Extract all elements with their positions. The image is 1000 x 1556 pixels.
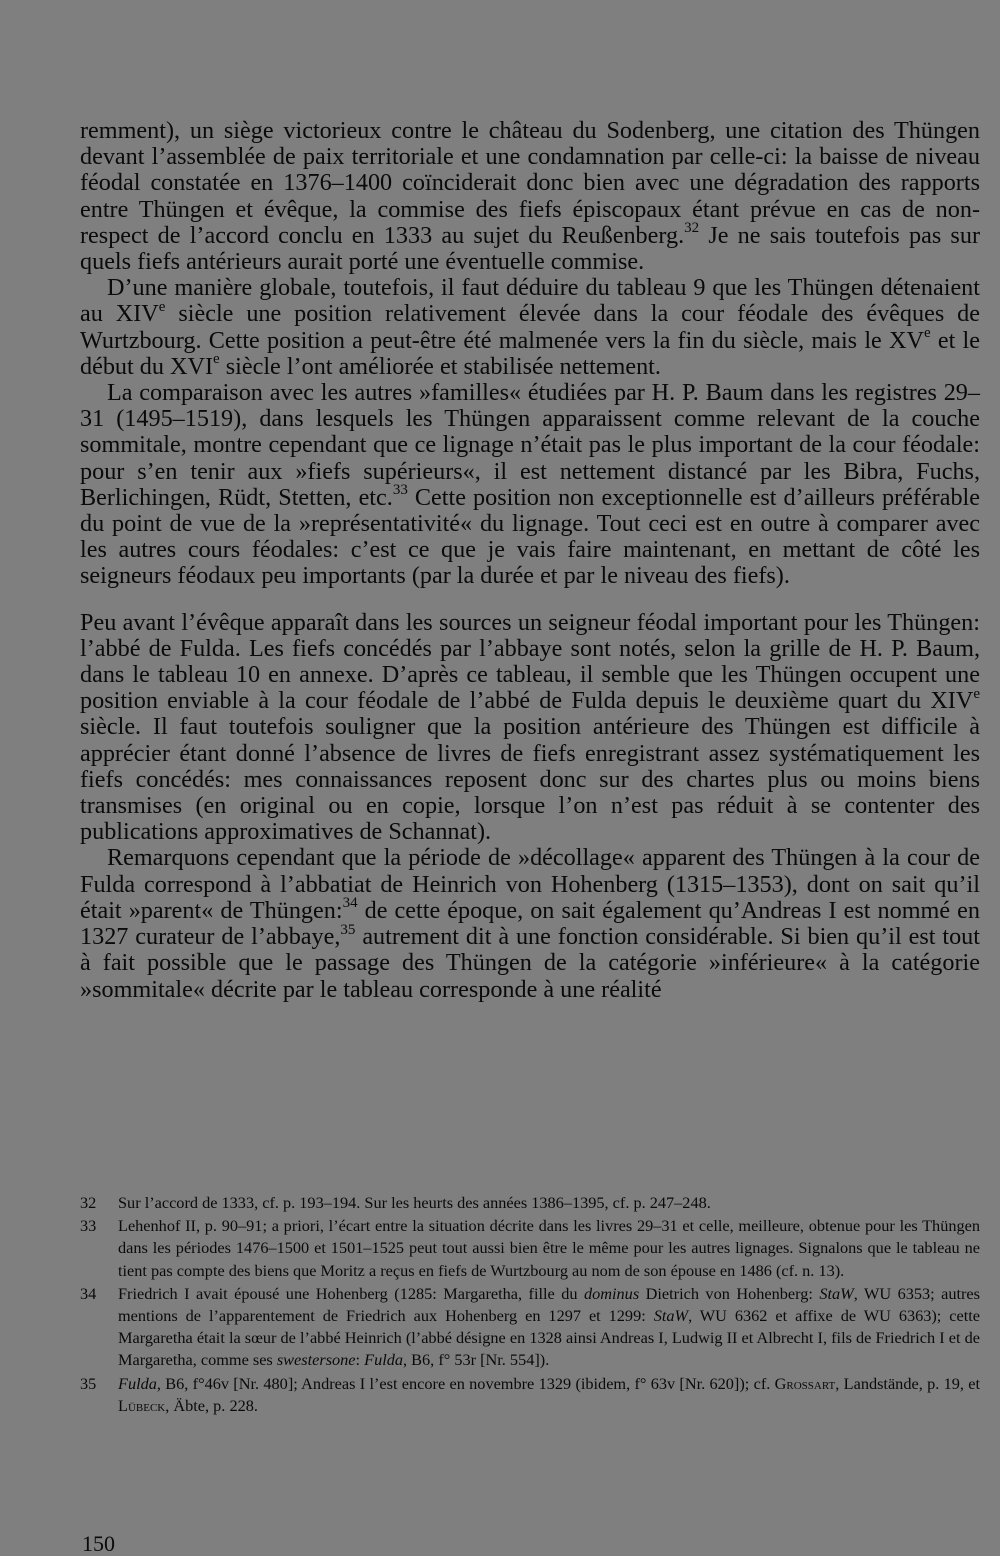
italic-run: swestersone: [276, 1350, 356, 1370]
footnotes: [80, 1192, 980, 1418]
text-run: autrement dit à une fonction considérable. Si bien qu’il est tout à fait possible que le passage des Thüngen de la catégorie »inférieure« à la catégorie »sommitale« décrite par le tableau corresponde à une réalité: [80, 923, 980, 1003]
italic-run: StaW: [819, 1283, 854, 1303]
small-caps-run: Grossart: [774, 1373, 836, 1393]
superscript-e: e: [213, 351, 220, 368]
italic-run: dominus: [583, 1283, 640, 1303]
text-run: de cette époque, on sait également qu’Andreas I est nommé en 1327 curateur de l’abbaye,: [80, 896, 981, 951]
italic-run: Fulda: [364, 1350, 404, 1370]
main-text: [80, 118, 980, 1003]
paragraph-continuation: [80, 118, 980, 275]
footnote-text: Lehenhof II, p. 90–91; a priori, l’écart entre la situation décrite dans les livres 29–31 et celle, meilleure, obtenue pour les Thüngen dans les périodes 1476–1500 et 1501–1525 peut tout aussi bien être le même pour les autres lignages. Signalons que le tableau ne tient pas compte des biens que Moritz a reçus en fiefs de Wurtzbourg au nom de son épouse en 1486 (cf. n. 13).: [118, 1216, 980, 1280]
footnote-number: 35: [80, 1373, 97, 1393]
text-run: Peu avant l’évêque apparaît dans les sources un seigneur féodal important pour les Thüngen: l’abbé de Fulda. Les fiefs concédés par l’abbaye sont notés, selon la grille de H. P. Baum, dans le tableau 10 en annexe. D’après ce tableau, il semble que les Thüngen occupent une position enviable à la cour féodale de l’abbé de Fulda depuis le deuxième quart du XIV: [80, 608, 980, 715]
text-run: , B6, f°46v [Nr. 480]; Andreas I l’est encore en novembre 1329 (ibidem, f° 63v [Nr. 620]); cf.: [156, 1373, 775, 1393]
text-run: :: [355, 1350, 365, 1370]
footnote-33: [80, 1215, 980, 1282]
footnote-text: [118, 1283, 980, 1372]
paragraph-position: [80, 275, 980, 380]
paragraph-comparison: [80, 380, 980, 590]
text-run: , B6, f° 53r [Nr. 554]).: [403, 1350, 550, 1370]
footnote-32: [80, 1192, 980, 1214]
footnote-34: [80, 1283, 980, 1372]
text-run: et le début du XVI: [80, 326, 980, 380]
italic-run: Fulda: [118, 1373, 157, 1393]
footnote-ref-35: 35: [340, 921, 356, 938]
text-run: Remarquons cependant que la période de »décollage« apparent des Thüngen à la cour de Fulda correspond à l’abbatiat de Heinrich von Hohenberg (1315–1353), dont on sait qu’il était »parent« de Thüngen:: [80, 844, 980, 924]
text-run: , WU 6353; autres mentions de l’apparentement de Friedrich aux Hohenberg en 1297 et 1299:: [118, 1283, 980, 1326]
footnote-text: [118, 1373, 980, 1417]
text-run: , Äbte, p. 228.: [165, 1395, 258, 1415]
footnote-ref-33: 33: [392, 482, 408, 499]
footnote-ref-32: 32: [684, 220, 700, 237]
footnote-35: [80, 1373, 980, 1417]
footnote-number: 32: [80, 1193, 97, 1212]
text-run: siècle. Il faut toutefois souligner que la position antérieure des Thüngen est difficile à apprécier étant donné l’absence de livres de fiefs enregistrant assez systématiquement les fiefs concédés: mes connaissances reposent donc sur des chartes plus ou moins biens transmises (en original ou en copie, lorsque l’on n’est pas réduit à se contenter des publications approximatives de Schannat).: [80, 713, 980, 846]
text-run: D’une manière globale, toutefois, il faut déduire du tableau 9 que les Thüngen détenaient au XIV: [80, 274, 980, 328]
italic-run: StaW: [653, 1306, 689, 1326]
paragraph-remarquons: [80, 845, 980, 1002]
page-number: 150: [82, 1531, 115, 1556]
text-run: Friedrich I avait épousé une Hohenberg (1285: Margaretha, fille du: [118, 1283, 584, 1303]
text-run: siècle l’ont améliorée et stabilisée nettement.: [219, 352, 661, 380]
text-run: , Landstände, p. 19, et: [835, 1373, 980, 1393]
superscript-e: e: [973, 685, 980, 702]
text-run: Dietrich von Hohenberg:: [639, 1283, 820, 1303]
superscript-e: e: [923, 325, 931, 342]
paragraph-fulda: [80, 610, 980, 846]
small-caps-run: Lübeck: [118, 1395, 166, 1415]
footnote-text: Sur l’accord de 1333, cf. p. 193–194. Sur les heurts des années 1386–1395, cf. p. 247–248.: [118, 1193, 711, 1212]
text-run: Cette position non exceptionnelle est d’ailleurs préférable du point de vue de la »représentativité« du lignage. Tout ceci est en outre à comparer avec les autres cours féodales: c’est ce que je vais faire maintenant, en mettant de côté les seigneurs féodaux peu importants (par la durée et par le niveau des fiefs).: [80, 483, 980, 590]
text-run: La comparaison avec les autres »familles« étudiées par H. P. Baum dans les registres 29–31 (1495–1519), dans lesquels les Thüngen apparaissent comme relevant de la couche sommitale, montre cependant que ce lignage n’était pas le plus important de la cour féodale: pour s’en tenir aux »fiefs supérieurs«, il est nettement distancé par les Bibra, Fuchs, Berlichingen, Rüdt, Stetten, etc.: [80, 379, 980, 511]
footnote-ref-34: 34: [342, 895, 358, 912]
footnote-number: 34: [80, 1283, 97, 1303]
text-run: Je ne sais toutefois pas sur quels fiefs antérieurs aurait porté une éventuelle commise.: [80, 221, 980, 276]
text-run: , WU 6362 et affixe de WU 6363); cette Margaretha était la sœur de l’abbé Heinrich (l’abbé désigne en 1328 ainsi Andreas I, Ludwig II et Albrecht I, fils de Friedrich I et de Margaretha, comme ses: [118, 1306, 981, 1370]
text-run: remment), un siège victorieux contre le château du Sodenberg, une citation des Thüngen devant l’assemblée de paix territoriale et une condamnation par celle-ci: la baisse de niveau féodal constatée en 1376–1400 coïnciderait donc bien avec une dégradation des rapports entre Thüngen et évêque, la commise des fiefs épiscopaux étant prévue en cas de non-respect de l’accord conclu en 1333 au sujet du Reußenberg.: [80, 117, 980, 249]
footnote-number: 33: [80, 1216, 97, 1236]
superscript-e: e: [158, 298, 166, 315]
text-run: siècle une position relativement élevée dans la cour féodale des évêques de Wurtzbourg. Cette position a peut-être été malmenée vers la fin du siècle, mais le XV: [80, 300, 980, 354]
